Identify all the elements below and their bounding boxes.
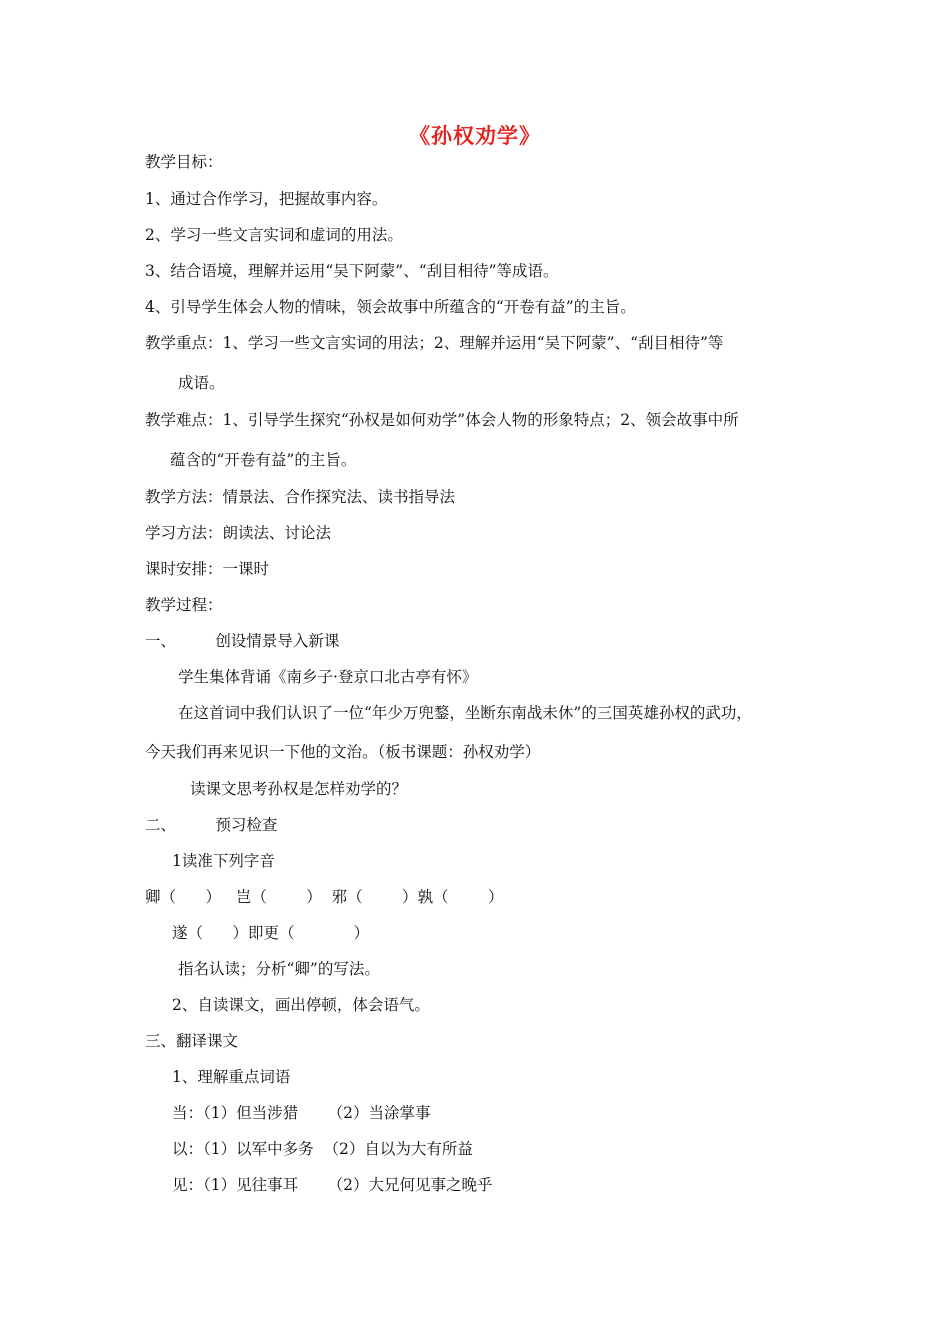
document-title: 《孙权劝学》: [409, 124, 541, 148]
process-heading: 教学过程：: [145, 596, 223, 614]
section-1-recite: 学生集体背诵《南乡子·登京口北古亭有怀》: [178, 668, 478, 686]
class-schedule: 课时安排：一课时: [145, 560, 270, 578]
key-points-line-2: 成语。: [178, 374, 225, 392]
objective-item-4: 4、引导学生体会人物的情味，领会故事中所蕴含的“开卷有益”的主旨。: [145, 298, 636, 316]
section-1-heading: 一、 创设情景导入新课: [145, 632, 340, 650]
key-points-line-1: 教学重点：1、学习一些文言实词的用法；2、理解并运用“吴下阿蒙”、“刮目相待”等: [145, 334, 724, 352]
section-2-analysis: 指名认读；分析“卿”的写法。: [178, 960, 380, 978]
section-1-question: 读课文思考孙权是怎样劝学的？: [190, 780, 408, 798]
objective-item-2: 2、学习一些文言实词和虚词的用法。: [145, 226, 403, 244]
objective-item-3: 3、结合语境，理解并运用“吴下阿蒙”、“刮目相待”等成语。: [145, 262, 559, 280]
difficulties-line-1: 教学难点：1、引导学生探究“孙权是如何劝学”体会人物的形象特点；2、领会故事中所: [145, 411, 739, 429]
learning-method: 学习方法：朗读法、讨论法: [145, 524, 332, 542]
objective-item-1: 1、通过合作学习，把握故事内容。: [145, 190, 388, 208]
section-2-heading: 二、 预习检查: [145, 816, 278, 834]
section-1-paragraph-line-1: 在这首词中我们认识了一位“年少万兜鍪，坐断东南战未休”的三国英雄孙权的武功，: [178, 704, 752, 722]
word-yi: 以：（1）以军中多务 （2）自以为大有所益: [172, 1140, 473, 1158]
pronunciation-row-2: 遂（ ）即更（ ）: [172, 924, 370, 942]
word-jian: 见：（1）见往事耳 （2）大兄何见事之晚乎: [172, 1176, 493, 1194]
teaching-method: 教学方法：情景法、合作探究法、读书指导法: [145, 488, 456, 506]
section-2-sub-1: 1读准下列字音: [172, 852, 275, 870]
section-3-sub-1: 1、理解重点词语: [172, 1068, 291, 1086]
section-1-paragraph-line-2: 今天我们再来见识一下他的文治。（板书课题：孙权劝学）: [145, 743, 541, 761]
difficulties-line-2: 蕴含的“开卷有益”的主旨。: [170, 451, 357, 469]
objectives-heading: 教学目标：: [145, 153, 223, 171]
word-dang: 当：（1）但当涉猎 （2）当涂掌事: [172, 1104, 431, 1122]
pronunciation-row-1: 卿（ ） 岂（ ） 邪（ ）孰（ ）: [145, 888, 504, 906]
section-3-heading: 三、翻译课文: [145, 1032, 239, 1050]
section-2-sub-2: 2、自读课文，画出停顿，体会语气。: [172, 996, 430, 1014]
